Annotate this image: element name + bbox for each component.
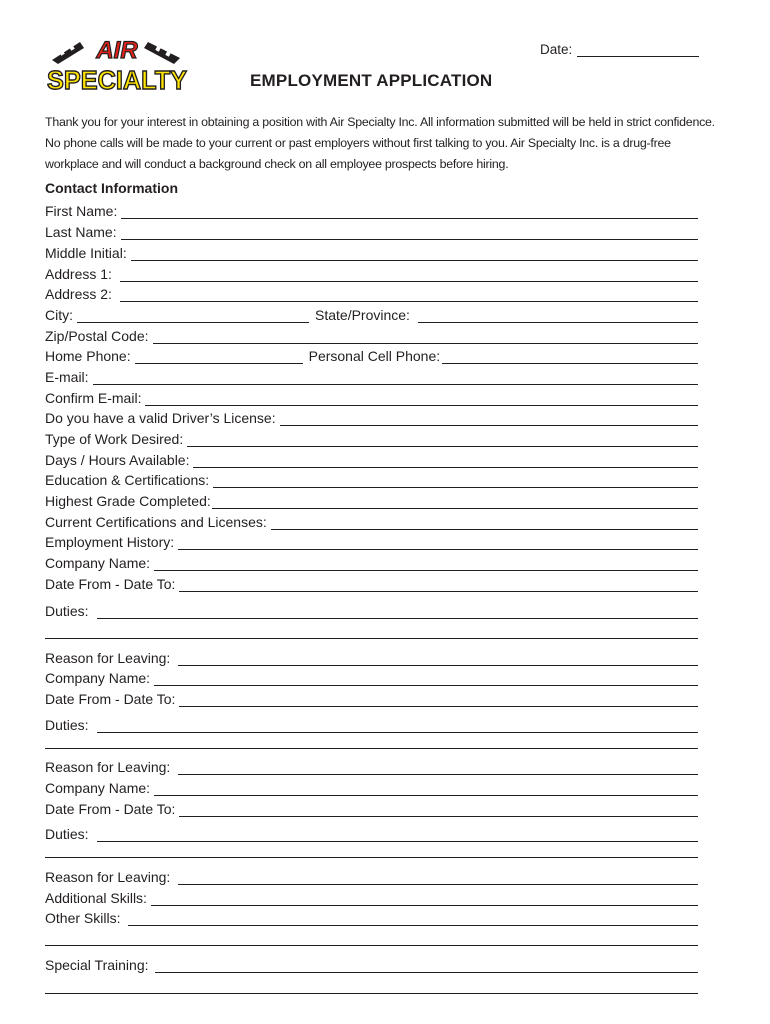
duties-label-3: Duties:: [45, 826, 89, 842]
state-label: State/Province:: [315, 307, 410, 323]
reason-leaving-label-2: Reason for Leaving:: [45, 759, 171, 775]
duties-extra-line-3[interactable]: [45, 857, 698, 858]
duties-extra-line-1[interactable]: [45, 638, 698, 639]
duties-row-1: [45, 599, 698, 619]
home-phone-input-line[interactable]: [135, 351, 303, 364]
additional-skills-input-line[interactable]: [151, 893, 698, 906]
reason-leaving-input-line-1[interactable]: [178, 653, 698, 666]
days-hours-row: [45, 448, 698, 468]
section-title-contact: Contact Information: [45, 180, 178, 196]
drivers-license-input-line[interactable]: [280, 413, 698, 426]
last-name-label: Last Name:: [45, 224, 117, 240]
date-label: Date:: [540, 42, 573, 57]
address1-label: Address 1:: [45, 266, 112, 282]
first-name-input-line[interactable]: [121, 206, 698, 219]
education-input-line[interactable]: [213, 475, 698, 488]
middle-initial-input-line[interactable]: [131, 248, 698, 261]
education-row: [45, 468, 698, 488]
days-hours-label: Days / Hours Available:: [45, 452, 190, 468]
home-phone-label: Home Phone:: [45, 348, 131, 364]
reason-leaving-input-line-3[interactable]: [178, 872, 698, 885]
reason-leaving-row-1: [45, 646, 698, 666]
city-input-line[interactable]: [77, 310, 309, 323]
date-from-to-row-2: [45, 687, 698, 707]
address2-row: [45, 282, 698, 302]
date-from-to-input-line-2[interactable]: [179, 694, 698, 707]
email-label: E-mail:: [45, 369, 89, 385]
zip-row: [45, 324, 698, 344]
company-name-input-line-1[interactable]: [154, 558, 698, 571]
middle-initial-label: Middle Initial:: [45, 245, 127, 261]
highest-grade-label: Highest Grade Completed:: [45, 493, 211, 509]
employment-history-row: [45, 530, 698, 550]
drivers-license-row: [45, 406, 698, 426]
reason-leaving-input-line-2[interactable]: [178, 762, 698, 775]
highest-grade-input-line[interactable]: [212, 496, 698, 509]
confirm-email-row: [45, 386, 698, 406]
date-from-to-input-line-3[interactable]: [179, 804, 698, 817]
reason-leaving-label-3: Reason for Leaving:: [45, 869, 171, 885]
phone-row: [45, 344, 698, 364]
days-hours-input-line[interactable]: [193, 455, 698, 468]
other-skills-row: [45, 906, 698, 926]
address2-label: Address 2:: [45, 286, 112, 302]
logo-word-specialty: SPECIALTY: [47, 65, 187, 95]
address1-row: [45, 262, 698, 282]
company-name-row-1: [45, 551, 698, 571]
employment-history-input-line[interactable]: [178, 537, 698, 550]
company-name-row-2: [45, 666, 698, 686]
date-from-to-label-1: Date From - Date To:: [45, 576, 176, 592]
company-name-label-1: Company Name:: [45, 555, 151, 571]
drivers-license-label: Do you have a valid Driver’s License:: [45, 410, 276, 426]
duties-row-2: [45, 713, 698, 733]
special-training-label: Special Training:: [45, 957, 149, 973]
other-skills-extra-line[interactable]: [45, 945, 698, 946]
intro-paragraph: Thank you for your interest in obtaining a position with Air Specialty Inc. All information submitted will be held in strict confidence. No phone calls will be made to your current or past employers without first talking to you. Air Specialty Inc. is a drug-free workplace and will conduct a background check on all employee prospects before hiring.: [45, 115, 715, 171]
company-name-label-3: Company Name:: [45, 780, 151, 796]
company-name-row-3: [45, 776, 698, 796]
air-specialty-logo: [44, 34, 190, 96]
highest-grade-row: [45, 489, 698, 509]
confirm-email-label: Confirm E-mail:: [45, 390, 142, 406]
address2-input-line[interactable]: [120, 289, 698, 302]
date-field: [540, 42, 699, 57]
address1-input-line[interactable]: [120, 269, 698, 282]
duties-row-3: [45, 822, 698, 842]
company-name-label-2: Company Name:: [45, 670, 151, 686]
duties-input-line-2[interactable]: [97, 720, 698, 733]
work-type-input-line[interactable]: [187, 434, 698, 447]
confirm-email-input-line[interactable]: [145, 393, 698, 406]
email-row: [45, 365, 698, 385]
duties-input-line-1[interactable]: [97, 606, 698, 619]
date-from-to-label-2: Date From - Date To:: [45, 691, 176, 707]
city-label: City:: [45, 307, 73, 323]
additional-skills-row: [45, 886, 698, 906]
middle-initial-row: [45, 241, 698, 261]
duties-extra-line-2[interactable]: [45, 748, 698, 749]
zip-label: Zip/Postal Code:: [45, 328, 149, 344]
other-skills-label: Other Skills:: [45, 910, 121, 926]
date-input-line[interactable]: [577, 43, 699, 57]
special-training-input-line[interactable]: [155, 960, 698, 973]
duties-input-line-3[interactable]: [97, 829, 698, 842]
special-training-extra-line[interactable]: [45, 993, 698, 994]
reason-leaving-label-1: Reason for Leaving:: [45, 650, 171, 666]
education-label: Education & Certifications:: [45, 472, 210, 488]
duties-label-1: Duties:: [45, 603, 89, 619]
certifications-input-line[interactable]: [271, 517, 698, 530]
reason-leaving-row-3: [45, 865, 698, 885]
state-input-line[interactable]: [418, 310, 698, 323]
certifications-label: Current Certifications and Licenses:: [45, 514, 267, 530]
cell-phone-input-line[interactable]: [442, 351, 698, 364]
date-from-to-row-1: [45, 572, 698, 592]
work-type-label: Type of Work Desired:: [45, 431, 184, 447]
company-name-input-line-2[interactable]: [154, 673, 698, 686]
last-name-row: [45, 220, 698, 240]
date-from-to-label-3: Date From - Date To:: [45, 801, 176, 817]
certifications-row: [45, 510, 698, 530]
special-training-row: [45, 953, 698, 973]
zip-input-line[interactable]: [153, 331, 699, 344]
email-input-line[interactable]: [93, 372, 698, 385]
date-from-to-row-3: [45, 797, 698, 817]
logo-word-air: AIR: [96, 37, 138, 64]
duties-label-2: Duties:: [45, 717, 89, 733]
date-from-to-input-line-1[interactable]: [179, 579, 698, 592]
employment-history-label: Employment History:: [45, 534, 175, 550]
last-name-input-line[interactable]: [121, 227, 698, 240]
work-type-row: [45, 427, 698, 447]
page-title: EMPLOYMENT APPLICATION: [250, 71, 493, 90]
reason-leaving-row-2: [45, 755, 698, 775]
additional-skills-label: Additional Skills:: [45, 890, 147, 906]
company-name-input-line-3[interactable]: [154, 783, 698, 796]
city-state-row: [45, 303, 698, 323]
other-skills-input-line[interactable]: [128, 913, 698, 926]
cell-phone-label: Personal Cell Phone:: [308, 348, 441, 364]
first-name-row: [45, 199, 698, 219]
first-name-label: First Name:: [45, 203, 118, 219]
